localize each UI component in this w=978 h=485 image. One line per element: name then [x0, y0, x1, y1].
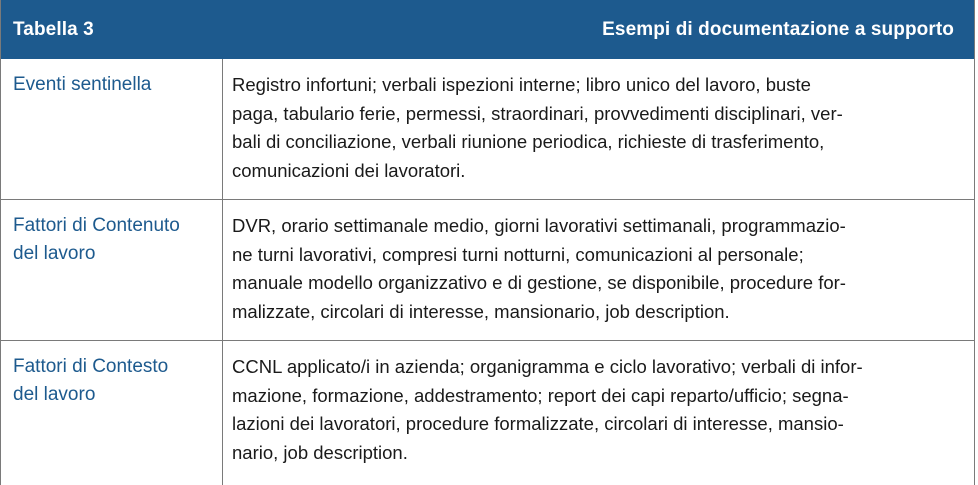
description-line: paga, tabulario ferie, permessi, straordinari, provvedimenti disciplinari, ver-: [232, 102, 843, 124]
description-line: malizzate, circolari di interesse, mansionario, job description.: [232, 300, 730, 322]
row-description-cell: [223, 59, 974, 199]
row-description-cell: [223, 341, 974, 485]
row-label-line: Fattori di Contenuto: [13, 215, 180, 236]
row-label-cell: [1, 200, 223, 340]
table-header: [1, 0, 974, 59]
row-label: Eventi sentinella: [13, 74, 152, 95]
description-line: CCNL applicato/i in azienda; organigramma e ciclo lavorativo; verbali di infor-: [232, 356, 863, 377]
description-line: ne turni lavorativi, compresi turni notturni, comunicazioni al personale;: [232, 243, 804, 265]
description-line: lazioni dei lavoratori, procedure formalizzate, circolari di interesse, mansio-: [232, 413, 844, 434]
description-line: manuale modello organizzativo e di gestione, se disponibile, procedure for-: [232, 272, 846, 293]
description-line: Registro infortuni; verbali ispezioni interne; libro unico del lavoro, buste: [232, 74, 811, 95]
row-label-line: del lavoro: [13, 243, 96, 264]
description-line: DVR, orario settimanale medio, giorni lavorativi settimanali, programmazio-: [232, 215, 846, 236]
table-number: Tabella 3: [13, 18, 94, 40]
row-label-cell: [1, 341, 223, 485]
row-label-cell: [1, 59, 223, 199]
row-label-line: del lavoro: [13, 384, 96, 405]
description-line: bali di conciliazione, verbali riunione periodica, richieste di trasferimento,: [232, 131, 825, 152]
description-line: nario, job description.: [232, 441, 408, 463]
table-row-eventi-sentinella: [1, 59, 974, 199]
table-row-fattori-contenuto: [1, 199, 974, 340]
table-title: Esempi di documentazione a supporto: [602, 18, 954, 40]
row-description-cell: [223, 200, 974, 340]
description-line: comunicazioni dei lavoratori.: [232, 159, 466, 181]
row-label-line: Fattori di Contesto: [13, 356, 169, 377]
description-line: mazione, formazione, addestramento; report dei capi reparto/ufficio; segna-: [232, 384, 849, 406]
table-row-fattori-contesto: [1, 340, 974, 485]
